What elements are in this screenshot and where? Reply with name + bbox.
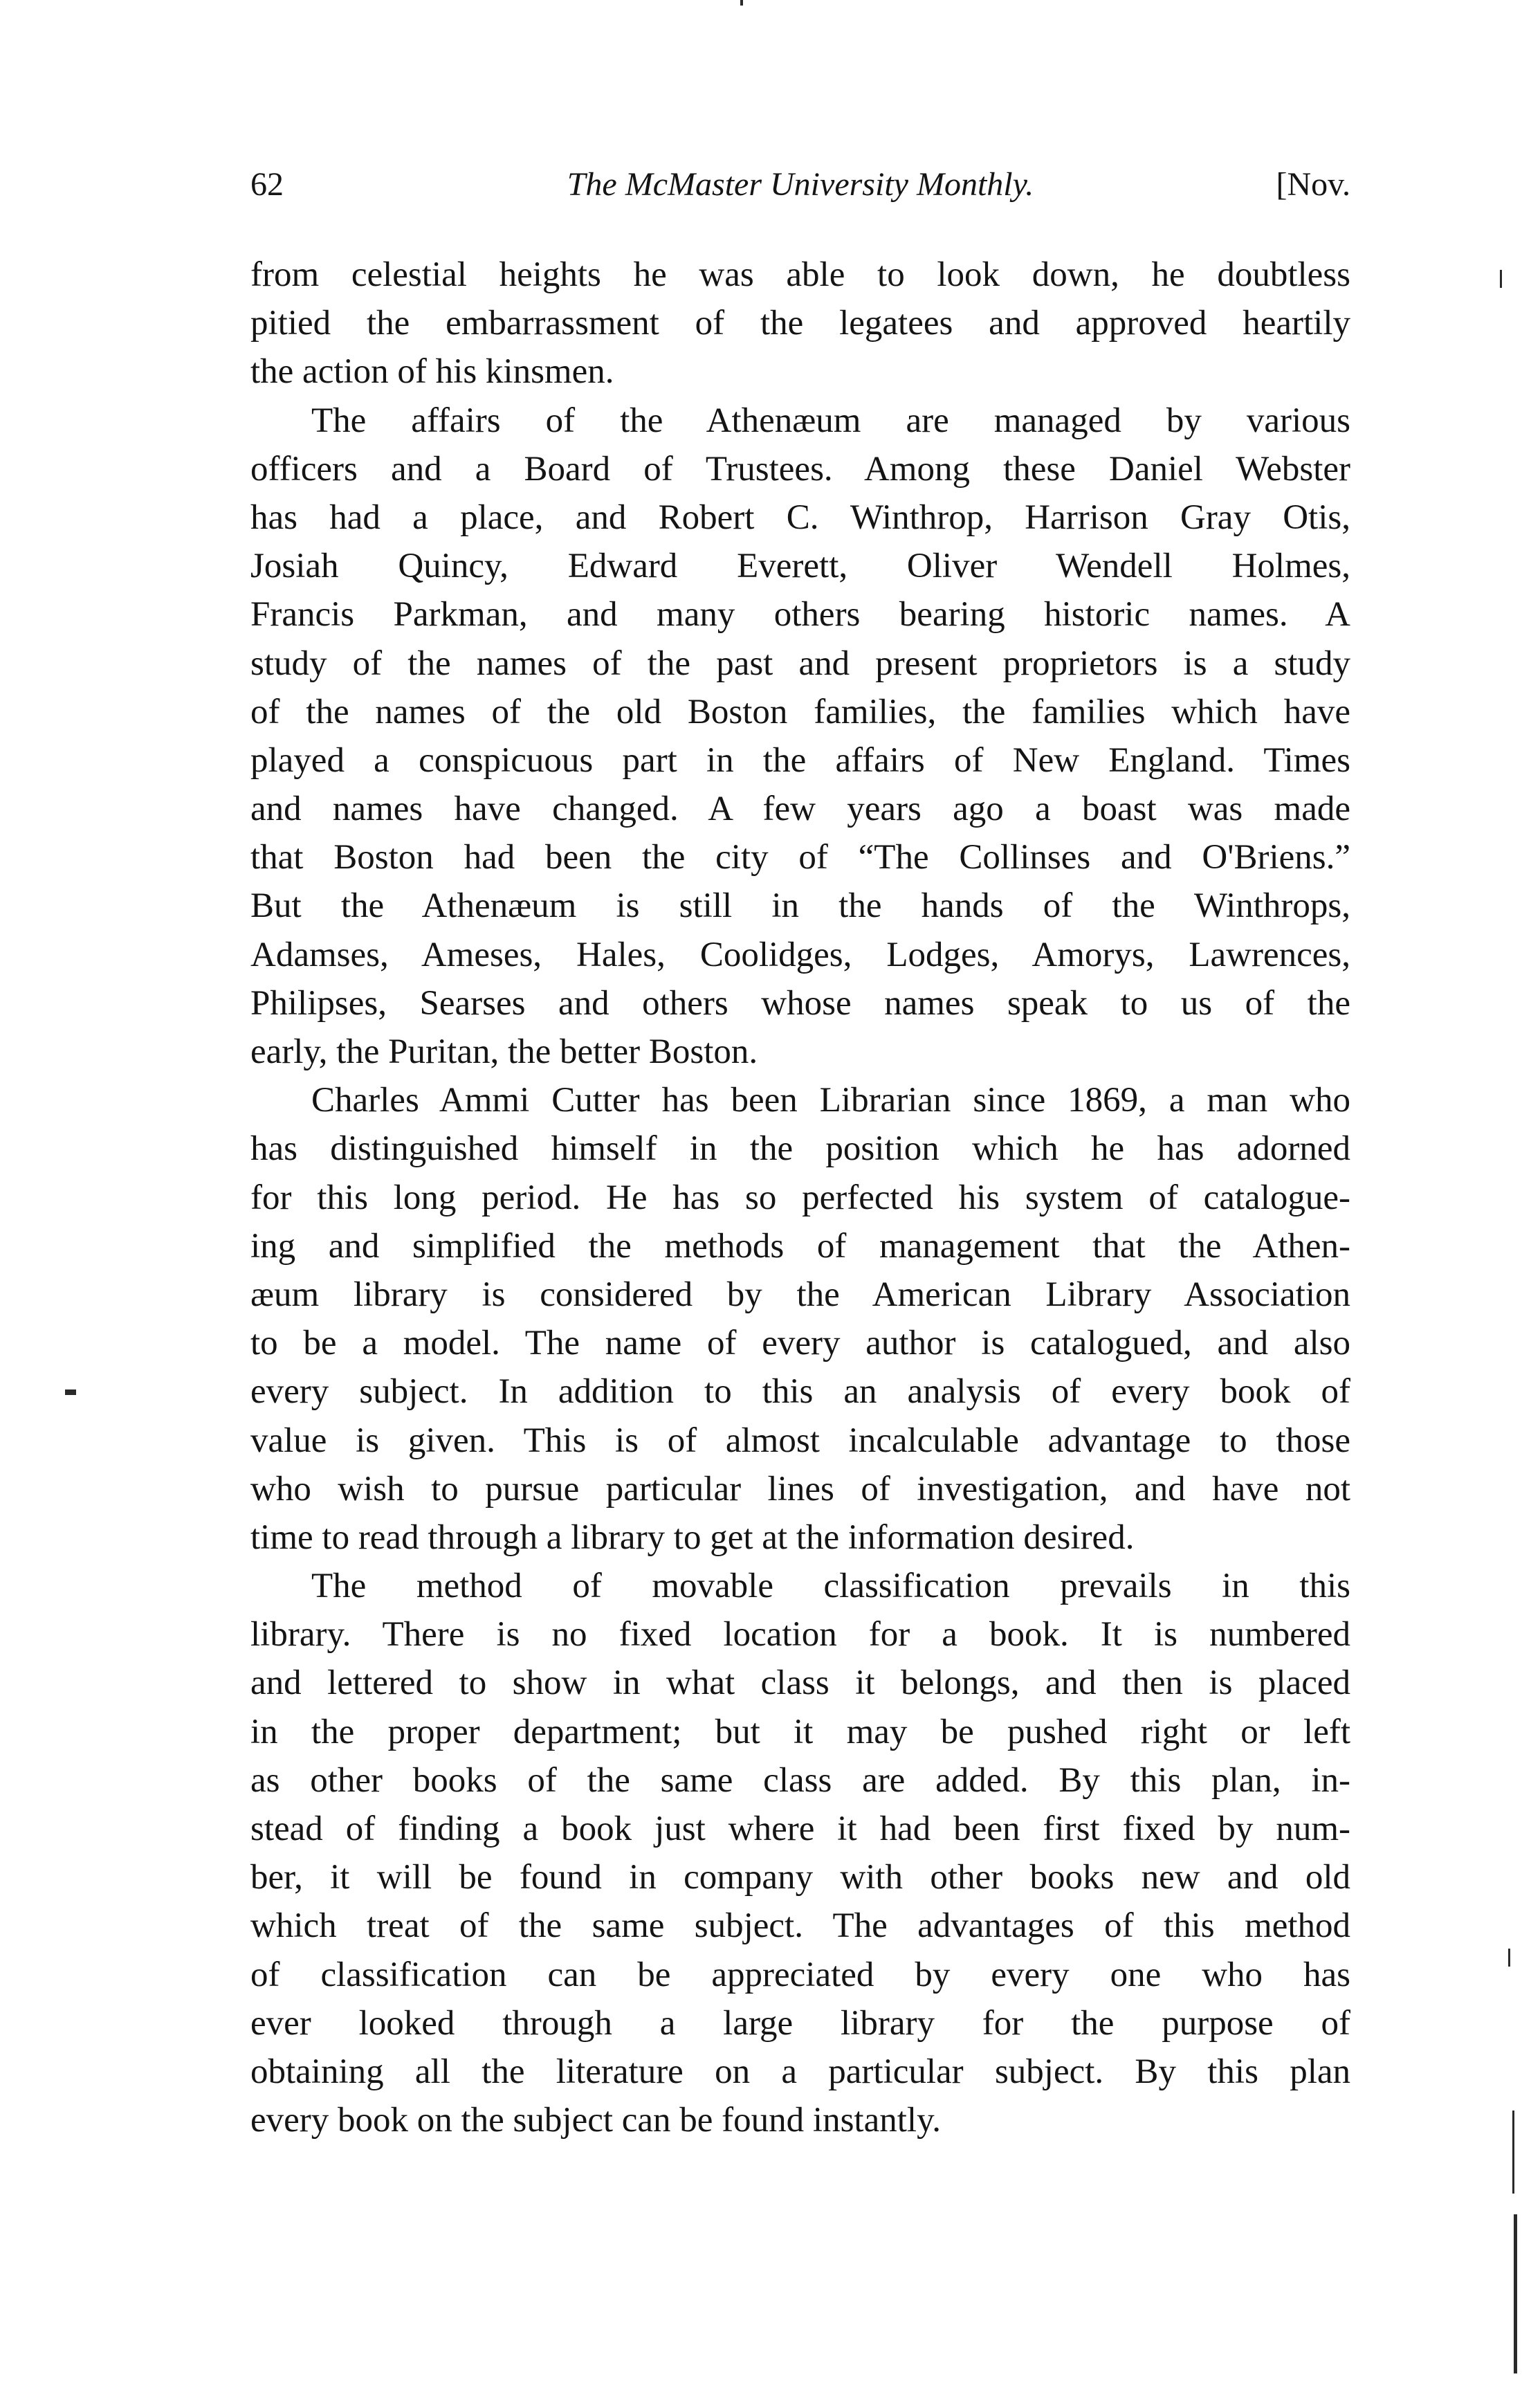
scan-speck <box>740 0 743 6</box>
text-line: The affairs of the Athenæum are managed by various <box>311 401 1350 440</box>
text-line: has had a place, and Robert C. Winthrop, Harrison Gray Otis, <box>250 498 1350 537</box>
scan-speck <box>1500 270 1502 288</box>
journal-title: The McMaster University Monthly. <box>567 166 1034 203</box>
text-line: Philipses, Searses and others whose names speak to us of the <box>250 983 1350 1023</box>
text-line: who wish to pursue particular lines of investigation, and have not <box>250 1469 1350 1509</box>
text-line: value is given. This is of almost incalculable advantage to those <box>250 1421 1350 1460</box>
text-line: every book on the subject can be found instantly. <box>250 2101 942 2140</box>
text-line: Josiah Quincy, Edward Everett, Oliver Wendell Holmes, <box>250 547 1350 586</box>
text-line: the action of his kinsmen. <box>250 352 614 392</box>
text-line: library. There is no fixed location for a book. It is numbered <box>250 1615 1350 1655</box>
text-line: pitied the embarrassment of the legatees and approved heartily <box>250 304 1350 343</box>
text-line: played a conspicuous part in the affairs of New England. Times <box>250 740 1350 780</box>
text-line: Charles Ammi Cutter has been Librarian since 1869, a man who <box>311 1081 1350 1120</box>
text-line: But the Athenæum is still in the hands of the Winthrops, <box>250 886 1350 926</box>
scan-edge-line <box>1512 2111 1514 2194</box>
scan-edge-line <box>1514 2214 1517 2373</box>
paragraph <box>250 250 1350 397</box>
text-line: to be a model. The name of every author is catalogued, and also <box>250 1324 1350 1363</box>
text-line: Francis Parkman, and many others bearing historic names. A <box>250 595 1350 635</box>
text-line: of classification can be appreciated by every one who has <box>250 1955 1350 1994</box>
text-line: in the proper department; but it may be pushed right or left <box>250 1712 1350 1751</box>
text-line: ber, it will be found in company with other books new and old <box>250 1858 1350 1897</box>
text-line: and lettered to show in what class it belongs, and then is placed <box>250 1664 1350 1703</box>
issue-month: [Nov. <box>1276 166 1350 203</box>
text-line: study of the names of the past and present proprietors is a study <box>250 644 1350 683</box>
text-line: and names have changed. A few years ago a boast was made <box>250 790 1350 829</box>
text-line: Adamses, Ameses, Hales, Coolidges, Lodges, Amorys, Lawrences, <box>250 935 1350 974</box>
page-number: 62 <box>250 166 284 203</box>
text-line: time to read through a library to get at the information desired. <box>250 1517 1135 1557</box>
text-line: that Boston had been the city of “The Collinses and O'Briens.” <box>250 838 1350 877</box>
paragraph <box>250 1562 1350 2144</box>
text-line: for this long period. He has so perfected his system of catalogue- <box>250 1178 1350 1217</box>
running-header <box>250 161 1350 209</box>
text-line: from celestial heights he was able to look down, he doubtless <box>250 255 1350 294</box>
text-line: early, the Puritan, the better Boston. <box>250 1032 758 1071</box>
text-line: obtaining all the literature on a particular subject. By this plan <box>250 2052 1350 2091</box>
scan-speck <box>1508 1949 1510 1967</box>
text-line: ing and simplified the methods of management that the Athen- <box>250 1226 1350 1266</box>
text-line: which treat of the same subject. The advantages of this method <box>250 1906 1350 1946</box>
text-line: officers and a Board of Trustees. Among these Daniel Webster <box>250 449 1350 489</box>
article-body <box>250 250 1350 2144</box>
scan-speck <box>65 1389 76 1395</box>
text-line: stead of finding a book just where it had been first fixed by num- <box>250 1810 1350 1848</box>
paragraph <box>250 1076 1350 1562</box>
text-line: as other books of the same class are added. By this plan, in- <box>250 1760 1350 1800</box>
paragraph <box>250 397 1350 1077</box>
text-line: of the names of the old Boston families, the families which have <box>250 692 1350 731</box>
text-line: every subject. In addition to this an analysis of every book of <box>250 1372 1350 1412</box>
text-line: The method of movable classification prevails in this <box>311 1567 1350 1606</box>
text-line: ever looked through a large library for the purpose of <box>250 2003 1350 2043</box>
text-line: has distinguished himself in the position which he has adorned <box>250 1129 1350 1169</box>
text-line: æum library is considered by the American Library Association <box>250 1275 1350 1314</box>
